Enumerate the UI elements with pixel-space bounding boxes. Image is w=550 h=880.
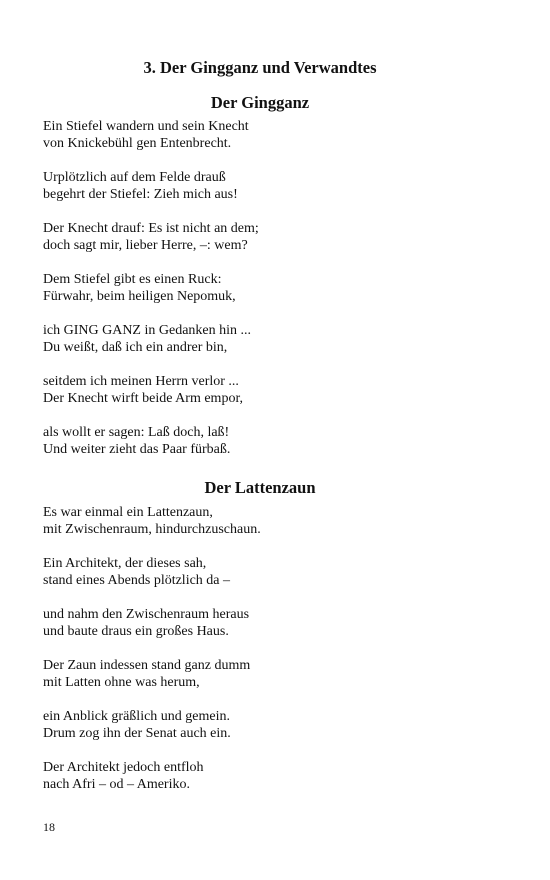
poem-line: als wollt er sagen: Laß doch, laß! [43, 425, 230, 440]
poem-line: und baute draus ein großes Haus. [43, 624, 229, 639]
poem-line: mit Latten ohne was herum, [43, 675, 200, 690]
poem-line: Und weiter zieht das Paar fürbaß. [43, 442, 231, 457]
poem-lattenzaun [43, 504, 513, 793]
poem-line: Fürwahr, beim heiligen Nepomuk, [43, 289, 236, 304]
poem-line: Der Knecht wirft beide Arm empor, [43, 391, 244, 406]
poem-line: Drum zog ihn der Senat auch ein. [43, 726, 231, 741]
chapter-title: 3. Der Gingganz und Verwandtes [143, 58, 377, 77]
stanza [43, 373, 513, 407]
poem-title-gingganz: Der Gingganz [210, 93, 310, 112]
poem-line: Der Architekt jedoch entfloh [43, 760, 204, 775]
poem-line: Urplötzlich auf dem Felde drauß [43, 170, 226, 185]
poem-line: ich GING GANZ in Gedanken hin ... [43, 323, 252, 338]
poem-line: Dem Stiefel gibt es einen Ruck: [43, 272, 222, 287]
poem-line: nach Afri – od – Ameriko. [43, 777, 190, 792]
poem-line: stand eines Abends plötzlich da – [43, 573, 231, 588]
stanza [43, 271, 513, 305]
poem-line: Ein Stiefel wandern und sein Knecht [43, 119, 249, 134]
poem-line: Ein Architekt, der dieses sah, [43, 556, 207, 571]
poem-line: Es war einmal ein Lattenzaun, [43, 505, 213, 520]
stanza [43, 759, 513, 793]
stanza [43, 322, 513, 356]
poem-line: ein Anblick gräßlich und gemein. [43, 709, 231, 724]
stanza [43, 118, 513, 152]
poem-line: und nahm den Zwischenraum heraus [43, 607, 250, 622]
stanza [43, 606, 513, 640]
poem-line: von Knickebühl gen Entenbrecht. [43, 136, 232, 151]
poem-gingganz [43, 118, 513, 458]
poem-line: Du weißt, daß ich ein andrer bin, [43, 340, 228, 355]
stanza [43, 555, 513, 589]
stanza [43, 169, 513, 203]
stanza [43, 504, 513, 538]
stanza [43, 424, 513, 458]
poem-line: begehrt der Stiefel: Zieh mich aus! [43, 187, 238, 202]
stanza [43, 657, 513, 691]
poem-line: Der Zaun indessen stand ganz dumm [43, 658, 251, 673]
poem-line: doch sagt mir, lieber Herre, –: wem? [43, 238, 248, 253]
poem-line: seitdem ich meinen Herrn verlor ... [43, 374, 239, 389]
poem-line: mit Zwischenraum, hindurchzuschaun. [43, 522, 261, 537]
poem-line: Der Knecht drauf: Es ist nicht an dem; [43, 221, 259, 236]
poem-title-lattenzaun: Der Lattenzaun [204, 478, 316, 497]
stanza [43, 220, 513, 254]
page-number: 18 [43, 820, 55, 834]
stanza [43, 708, 513, 742]
